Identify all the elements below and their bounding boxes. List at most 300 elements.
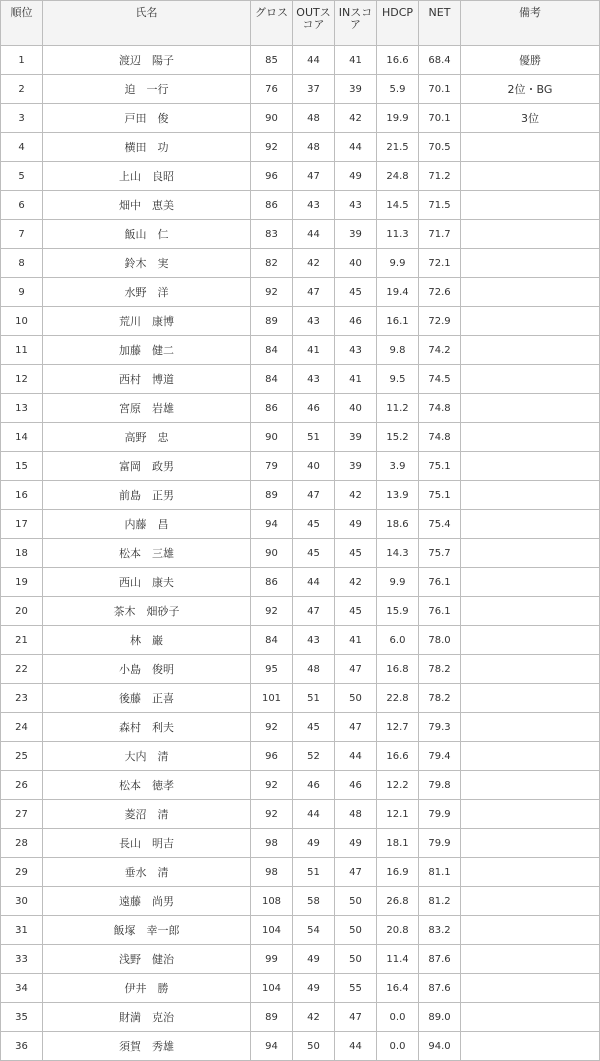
rank-cell: 30 (1, 887, 43, 916)
in-score-cell: 43 (335, 336, 377, 365)
hdcp-cell: 16.9 (377, 858, 419, 887)
name-cell: 後藤 正喜 (43, 684, 251, 713)
net-cell: 75.1 (419, 452, 461, 481)
table-row (1, 278, 600, 307)
name-cell: 上山 良昭 (43, 162, 251, 191)
gross-cell: 98 (251, 858, 293, 887)
out-score-cell: 42 (293, 249, 335, 278)
out-score-cell: 44 (293, 800, 335, 829)
name-cell: 伊井 勝 (43, 974, 251, 1003)
note-cell (461, 539, 600, 568)
note-cell (461, 568, 600, 597)
rank-cell: 35 (1, 1003, 43, 1032)
gross-cell: 85 (251, 46, 293, 75)
net-cell: 72.1 (419, 249, 461, 278)
note-cell (461, 974, 600, 1003)
net-cell: 74.2 (419, 336, 461, 365)
table-row (1, 481, 600, 510)
in-score-cell: 49 (335, 510, 377, 539)
table-row (1, 539, 600, 568)
hdcp-cell: 15.9 (377, 597, 419, 626)
gross-cell: 108 (251, 887, 293, 916)
hdcp-cell: 18.1 (377, 829, 419, 858)
note-cell (461, 655, 600, 684)
gross-cell: 94 (251, 510, 293, 539)
out-score-cell: 43 (293, 191, 335, 220)
note-cell (461, 829, 600, 858)
gross-cell: 98 (251, 829, 293, 858)
name-cell: 加藤 健二 (43, 336, 251, 365)
out-score-cell: 37 (293, 75, 335, 104)
in-score-cell: 49 (335, 829, 377, 858)
gross-cell: 90 (251, 423, 293, 452)
hdcp-cell: 16.4 (377, 974, 419, 1003)
hdcp-cell: 9.9 (377, 568, 419, 597)
name-cell: 水野 洋 (43, 278, 251, 307)
name-cell: 飯塚 幸一郎 (43, 916, 251, 945)
note-cell (461, 307, 600, 336)
in-score-cell: 45 (335, 597, 377, 626)
net-cell: 74.5 (419, 365, 461, 394)
net-cell: 79.3 (419, 713, 461, 742)
rank-cell: 1 (1, 46, 43, 75)
hdcp-cell: 21.5 (377, 133, 419, 162)
table-row (1, 713, 600, 742)
in-score-cell: 39 (335, 220, 377, 249)
rank-cell: 7 (1, 220, 43, 249)
gross-cell: 83 (251, 220, 293, 249)
out-score-cell: 51 (293, 423, 335, 452)
out-score-cell: 48 (293, 104, 335, 133)
in-score-cell: 47 (335, 1003, 377, 1032)
net-cell: 72.9 (419, 307, 461, 336)
note-cell (461, 742, 600, 771)
table-row (1, 1032, 600, 1061)
table-row (1, 829, 600, 858)
gross-cell: 92 (251, 278, 293, 307)
gross-cell: 104 (251, 916, 293, 945)
table-row (1, 858, 600, 887)
table-row (1, 307, 600, 336)
rank-cell: 3 (1, 104, 43, 133)
name-cell: 浅野 健治 (43, 945, 251, 974)
hdcp-cell: 0.0 (377, 1032, 419, 1061)
rank-cell: 17 (1, 510, 43, 539)
out-score-cell: 46 (293, 771, 335, 800)
net-cell: 78.0 (419, 626, 461, 655)
net-cell: 78.2 (419, 655, 461, 684)
table-row (1, 655, 600, 684)
name-cell: 垂水 清 (43, 858, 251, 887)
net-cell: 79.9 (419, 829, 461, 858)
net-cell: 79.4 (419, 742, 461, 771)
out-score-cell: 47 (293, 278, 335, 307)
table-row (1, 423, 600, 452)
in-score-cell: 45 (335, 278, 377, 307)
net-cell: 71.7 (419, 220, 461, 249)
out-score-cell: 44 (293, 220, 335, 249)
out-score-cell: 46 (293, 394, 335, 423)
in-score-cell: 47 (335, 858, 377, 887)
net-cell: 78.2 (419, 684, 461, 713)
table-row (1, 394, 600, 423)
gross-cell: 79 (251, 452, 293, 481)
rank-cell: 16 (1, 481, 43, 510)
out-score-cell: 48 (293, 655, 335, 684)
name-cell: 迫 一行 (43, 75, 251, 104)
table-row (1, 249, 600, 278)
net-cell: 87.6 (419, 974, 461, 1003)
hdcp-cell: 16.1 (377, 307, 419, 336)
net-cell: 74.8 (419, 423, 461, 452)
name-cell: 富岡 政男 (43, 452, 251, 481)
in-score-cell: 46 (335, 307, 377, 336)
rank-cell: 5 (1, 162, 43, 191)
name-cell: 菱沼 清 (43, 800, 251, 829)
in-score-cell: 44 (335, 133, 377, 162)
note-cell (461, 423, 600, 452)
net-cell: 72.6 (419, 278, 461, 307)
in-score-cell: 49 (335, 162, 377, 191)
hdcp-cell: 6.0 (377, 626, 419, 655)
rank-cell: 11 (1, 336, 43, 365)
note-cell (461, 597, 600, 626)
in-score-cell: 41 (335, 46, 377, 75)
note-cell (461, 249, 600, 278)
in-score-cell: 41 (335, 626, 377, 655)
rank-cell: 34 (1, 974, 43, 1003)
name-cell: 小島 俊明 (43, 655, 251, 684)
hdcp-cell: 13.9 (377, 481, 419, 510)
table-row (1, 104, 600, 133)
out-score-cell: 41 (293, 336, 335, 365)
header-hdcp: HDCP (377, 1, 419, 46)
net-cell: 70.1 (419, 75, 461, 104)
in-score-cell: 41 (335, 365, 377, 394)
in-score-cell: 47 (335, 655, 377, 684)
header-net: NET (419, 1, 461, 46)
name-cell: 前島 正男 (43, 481, 251, 510)
out-score-cell: 58 (293, 887, 335, 916)
gross-cell: 92 (251, 800, 293, 829)
net-cell: 87.6 (419, 945, 461, 974)
note-cell (461, 858, 600, 887)
name-cell: 林 巌 (43, 626, 251, 655)
gross-cell: 94 (251, 1032, 293, 1061)
hdcp-cell: 19.4 (377, 278, 419, 307)
net-cell: 71.2 (419, 162, 461, 191)
net-cell: 75.4 (419, 510, 461, 539)
in-score-cell: 48 (335, 800, 377, 829)
hdcp-cell: 11.4 (377, 945, 419, 974)
note-cell (461, 278, 600, 307)
in-score-cell: 42 (335, 568, 377, 597)
in-score-cell: 46 (335, 771, 377, 800)
net-cell: 89.0 (419, 1003, 461, 1032)
gross-cell: 104 (251, 974, 293, 1003)
name-cell: 森村 利夫 (43, 713, 251, 742)
table-row (1, 626, 600, 655)
note-cell: 3位 (461, 104, 600, 133)
hdcp-cell: 16.6 (377, 46, 419, 75)
net-cell: 76.1 (419, 597, 461, 626)
name-cell: 長山 明吉 (43, 829, 251, 858)
gross-cell: 96 (251, 162, 293, 191)
out-score-cell: 45 (293, 539, 335, 568)
table-row (1, 887, 600, 916)
in-score-cell: 42 (335, 481, 377, 510)
note-cell (461, 394, 600, 423)
net-cell: 71.5 (419, 191, 461, 220)
name-cell: 畑中 恵美 (43, 191, 251, 220)
hdcp-cell: 14.5 (377, 191, 419, 220)
table-row (1, 46, 600, 75)
table-row (1, 452, 600, 481)
header-in-score: INスコア (335, 1, 377, 46)
gross-cell: 90 (251, 104, 293, 133)
rank-cell: 4 (1, 133, 43, 162)
gross-cell: 86 (251, 394, 293, 423)
note-cell (461, 162, 600, 191)
note-cell (461, 887, 600, 916)
rank-cell: 14 (1, 423, 43, 452)
header-note: 備考 (461, 1, 600, 46)
name-cell: 大内 清 (43, 742, 251, 771)
rank-cell: 23 (1, 684, 43, 713)
name-cell: 横田 功 (43, 133, 251, 162)
hdcp-cell: 12.1 (377, 800, 419, 829)
name-cell: 荒川 康博 (43, 307, 251, 336)
out-score-cell: 47 (293, 162, 335, 191)
results-body (1, 46, 600, 1061)
net-cell: 70.1 (419, 104, 461, 133)
table-row (1, 365, 600, 394)
gross-cell: 95 (251, 655, 293, 684)
name-cell: 高野 忠 (43, 423, 251, 452)
name-cell: 戸田 俊 (43, 104, 251, 133)
note-cell (461, 510, 600, 539)
in-score-cell: 40 (335, 249, 377, 278)
rank-cell: 26 (1, 771, 43, 800)
name-cell: 茶木 畑砂子 (43, 597, 251, 626)
net-cell: 70.5 (419, 133, 461, 162)
out-score-cell: 45 (293, 510, 335, 539)
table-row (1, 336, 600, 365)
rank-cell: 28 (1, 829, 43, 858)
rank-cell: 31 (1, 916, 43, 945)
table-row (1, 945, 600, 974)
net-cell: 81.2 (419, 887, 461, 916)
out-score-cell: 44 (293, 46, 335, 75)
table-row (1, 800, 600, 829)
hdcp-cell: 24.8 (377, 162, 419, 191)
rank-cell: 8 (1, 249, 43, 278)
gross-cell: 76 (251, 75, 293, 104)
note-cell (461, 452, 600, 481)
table-row (1, 162, 600, 191)
in-score-cell: 55 (335, 974, 377, 1003)
out-score-cell: 42 (293, 1003, 335, 1032)
rank-cell: 15 (1, 452, 43, 481)
table-row (1, 684, 600, 713)
out-score-cell: 54 (293, 916, 335, 945)
gross-cell: 89 (251, 307, 293, 336)
out-score-cell: 50 (293, 1032, 335, 1061)
note-cell (461, 684, 600, 713)
gross-cell: 96 (251, 742, 293, 771)
note-cell (461, 133, 600, 162)
out-score-cell: 40 (293, 452, 335, 481)
name-cell: 宮原 岩雄 (43, 394, 251, 423)
name-cell: 内藤 昌 (43, 510, 251, 539)
note-cell (461, 713, 600, 742)
note-cell: 優勝 (461, 46, 600, 75)
in-score-cell: 50 (335, 887, 377, 916)
gross-cell: 99 (251, 945, 293, 974)
hdcp-cell: 11.2 (377, 394, 419, 423)
note-cell (461, 1003, 600, 1032)
table-row (1, 191, 600, 220)
out-score-cell: 52 (293, 742, 335, 771)
hdcp-cell: 12.2 (377, 771, 419, 800)
in-score-cell: 44 (335, 1032, 377, 1061)
gross-cell: 84 (251, 365, 293, 394)
in-score-cell: 50 (335, 945, 377, 974)
rank-cell: 9 (1, 278, 43, 307)
rank-cell: 19 (1, 568, 43, 597)
rank-cell: 10 (1, 307, 43, 336)
net-cell: 79.9 (419, 800, 461, 829)
in-score-cell: 39 (335, 423, 377, 452)
hdcp-cell: 20.8 (377, 916, 419, 945)
name-cell: 鈴木 実 (43, 249, 251, 278)
hdcp-cell: 15.2 (377, 423, 419, 452)
rank-cell: 6 (1, 191, 43, 220)
note-cell (461, 800, 600, 829)
gross-cell: 92 (251, 713, 293, 742)
out-score-cell: 51 (293, 684, 335, 713)
out-score-cell: 47 (293, 481, 335, 510)
out-score-cell: 45 (293, 713, 335, 742)
hdcp-cell: 16.6 (377, 742, 419, 771)
gross-cell: 101 (251, 684, 293, 713)
in-score-cell: 40 (335, 394, 377, 423)
header-row (1, 1, 600, 46)
header-rank: 順位 (1, 1, 43, 46)
name-cell: 松本 三雄 (43, 539, 251, 568)
note-cell (461, 771, 600, 800)
net-cell: 79.8 (419, 771, 461, 800)
name-cell: 遠藤 尚男 (43, 887, 251, 916)
hdcp-cell: 19.9 (377, 104, 419, 133)
out-score-cell: 47 (293, 597, 335, 626)
table-row (1, 916, 600, 945)
out-score-cell: 49 (293, 945, 335, 974)
table-row (1, 568, 600, 597)
table-row (1, 974, 600, 1003)
gross-cell: 84 (251, 626, 293, 655)
name-cell: 松本 徳孝 (43, 771, 251, 800)
out-score-cell: 44 (293, 568, 335, 597)
note-cell (461, 945, 600, 974)
hdcp-cell: 18.6 (377, 510, 419, 539)
name-cell: 財満 克治 (43, 1003, 251, 1032)
net-cell: 74.8 (419, 394, 461, 423)
in-score-cell: 39 (335, 75, 377, 104)
rank-cell: 21 (1, 626, 43, 655)
note-cell (461, 1032, 600, 1061)
note-cell (461, 481, 600, 510)
rank-cell: 27 (1, 800, 43, 829)
header-out-score: OUTスコア (293, 1, 335, 46)
in-score-cell: 45 (335, 539, 377, 568)
net-cell: 81.1 (419, 858, 461, 887)
net-cell: 76.1 (419, 568, 461, 597)
hdcp-cell: 9.9 (377, 249, 419, 278)
in-score-cell: 44 (335, 742, 377, 771)
rank-cell: 29 (1, 858, 43, 887)
note-cell (461, 626, 600, 655)
name-cell: 飯山 仁 (43, 220, 251, 249)
table-row (1, 133, 600, 162)
in-score-cell: 42 (335, 104, 377, 133)
name-cell: 渡辺 陽子 (43, 46, 251, 75)
rank-cell: 2 (1, 75, 43, 104)
gross-cell: 92 (251, 597, 293, 626)
hdcp-cell: 0.0 (377, 1003, 419, 1032)
table-row (1, 597, 600, 626)
hdcp-cell: 12.7 (377, 713, 419, 742)
net-cell: 83.2 (419, 916, 461, 945)
table-row (1, 1003, 600, 1032)
hdcp-cell: 5.9 (377, 75, 419, 104)
note-cell: 2位・BG (461, 75, 600, 104)
out-score-cell: 43 (293, 307, 335, 336)
header-gross: グロス (251, 1, 293, 46)
rank-cell: 25 (1, 742, 43, 771)
gross-cell: 89 (251, 1003, 293, 1032)
out-score-cell: 49 (293, 829, 335, 858)
hdcp-cell: 3.9 (377, 452, 419, 481)
table-row (1, 510, 600, 539)
note-cell (461, 916, 600, 945)
gross-cell: 84 (251, 336, 293, 365)
hdcp-cell: 11.3 (377, 220, 419, 249)
rank-cell: 36 (1, 1032, 43, 1061)
out-score-cell: 49 (293, 974, 335, 1003)
note-cell (461, 365, 600, 394)
rank-cell: 22 (1, 655, 43, 684)
header-name: 氏名 (43, 1, 251, 46)
in-score-cell: 43 (335, 191, 377, 220)
out-score-cell: 43 (293, 626, 335, 655)
hdcp-cell: 14.3 (377, 539, 419, 568)
gross-cell: 90 (251, 539, 293, 568)
out-score-cell: 48 (293, 133, 335, 162)
name-cell: 西山 康夫 (43, 568, 251, 597)
name-cell: 須賀 秀雄 (43, 1032, 251, 1061)
out-score-cell: 43 (293, 365, 335, 394)
in-score-cell: 47 (335, 713, 377, 742)
gross-cell: 82 (251, 249, 293, 278)
in-score-cell: 50 (335, 916, 377, 945)
net-cell: 75.1 (419, 481, 461, 510)
net-cell: 75.7 (419, 539, 461, 568)
hdcp-cell: 22.8 (377, 684, 419, 713)
note-cell (461, 336, 600, 365)
hdcp-cell: 9.8 (377, 336, 419, 365)
net-cell: 68.4 (419, 46, 461, 75)
